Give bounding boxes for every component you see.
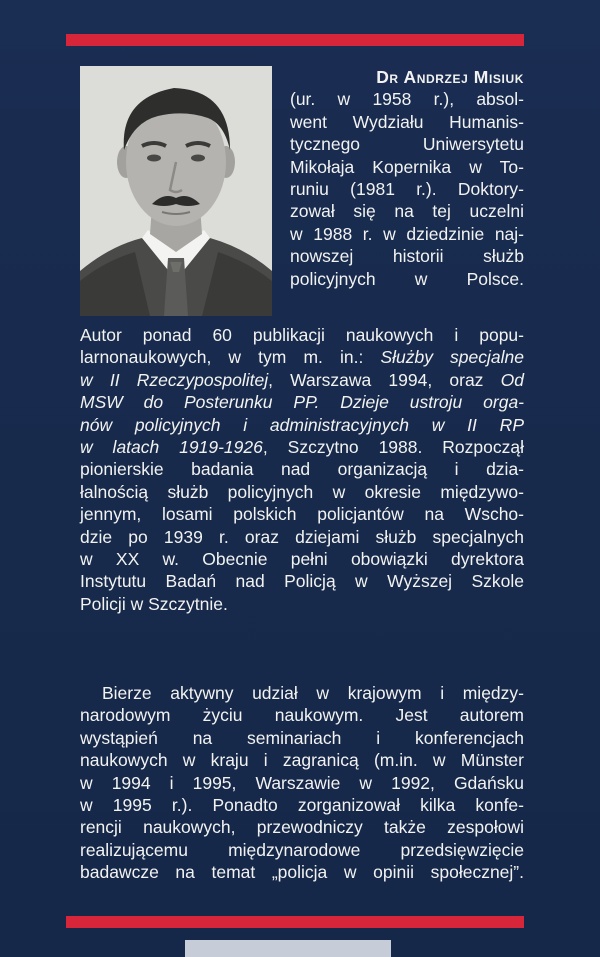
bio-line: naukowych w kraju i zagranicą (m.in. w Münster <box>80 750 524 771</box>
bio-line: realizującemu międzynarodowe przedsięwzięcie <box>80 839 524 860</box>
bio-line: Policji w Szczytnie. <box>80 593 228 614</box>
bio-line: dzie po 1939 r. oraz dziejami służb specjalnych <box>80 526 524 547</box>
book-title: MSW do Posterunku PP. Dzieje ustroju orga- <box>80 392 524 413</box>
author-name: Dr Andrzej Misiuk <box>376 67 524 87</box>
intro-line: w 1988 r. w dziedzinie naj- <box>290 223 524 244</box>
book-title: nów policyjnych i administracyjnych w II RP <box>80 414 524 435</box>
intro-line: runiu (1981 r.). Doktory- <box>290 179 524 200</box>
top-red-rule <box>66 34 524 46</box>
biography-paragraph-2 <box>80 682 524 884</box>
book-title: Służby specjalne <box>380 347 525 368</box>
bio-line: pionierskie badania nad organizacją i dzia- <box>80 459 524 480</box>
bio-line: Bierze aktywny udział w krajowym i między- <box>102 683 524 703</box>
bio-line: jennym, losami polskich policjantów na Wscho- <box>80 504 524 525</box>
intro-line: (ur. w 1958 r.), absol- <box>290 89 524 110</box>
bio-line: w XX w. Obecnie pełni obowiązki dyrektora <box>80 549 524 570</box>
bio-line: w latach 1919-1926, Szczytno 1988. Rozpoczął <box>80 437 525 458</box>
barcode-label-strip <box>185 940 391 957</box>
bio-line: Instytutu Badań nad Policją w Wyższej Szkole <box>80 571 524 592</box>
intro-line: policyjnych w Polsce. <box>290 268 524 289</box>
bio-line: larnonaukowych, w tym m. in.: Służby specjalne <box>80 347 525 368</box>
bio-line: łalnością służb policyjnych w okresie międzywo- <box>80 481 524 502</box>
bio-line <box>80 414 524 436</box>
intro-line: nowszej historii służb <box>290 246 524 267</box>
portrait-image <box>80 66 272 316</box>
bio-line <box>80 391 524 413</box>
bio-line: Autor ponad 60 publikacji naukowych i popu- <box>80 325 524 345</box>
bio-line: w 1994 i 1995, Warszawie w 1992, Gdańsku <box>80 772 524 793</box>
bio-line: w II Rzeczypospolitej, Warszawa 1994, oraz Od <box>80 369 524 390</box>
book-title: w II Rzeczypospolitej <box>80 369 269 390</box>
intro-line: tycznego Uniwersytetu <box>290 134 524 155</box>
author-intro <box>290 66 524 290</box>
bio-line: wystąpień na seminariach i konferencjach <box>80 727 524 748</box>
intro-line: went Wydziału Humanis- <box>290 111 524 132</box>
author-portrait <box>80 66 272 316</box>
biography-paragraph-1 <box>80 324 524 615</box>
book-title: Od <box>500 369 524 390</box>
book-title: w latach 1919-1926 <box>80 437 263 458</box>
bio-line: badawcze na temat „policja w opinii społecznej”. <box>80 862 524 883</box>
bio-line: rencji naukowych, przewodniczy także zespołowi <box>80 817 524 838</box>
bottom-red-rule <box>66 916 524 928</box>
bio-line: narodowym życiu naukowym. Jest autorem <box>80 705 524 726</box>
bio-line: w 1995 r.). Ponadto zorganizował kilka konfe- <box>80 795 524 816</box>
intro-line: Mikołaja Kopernika w To- <box>290 156 524 177</box>
intro-line: zował się na tej uczelni <box>290 201 524 222</box>
